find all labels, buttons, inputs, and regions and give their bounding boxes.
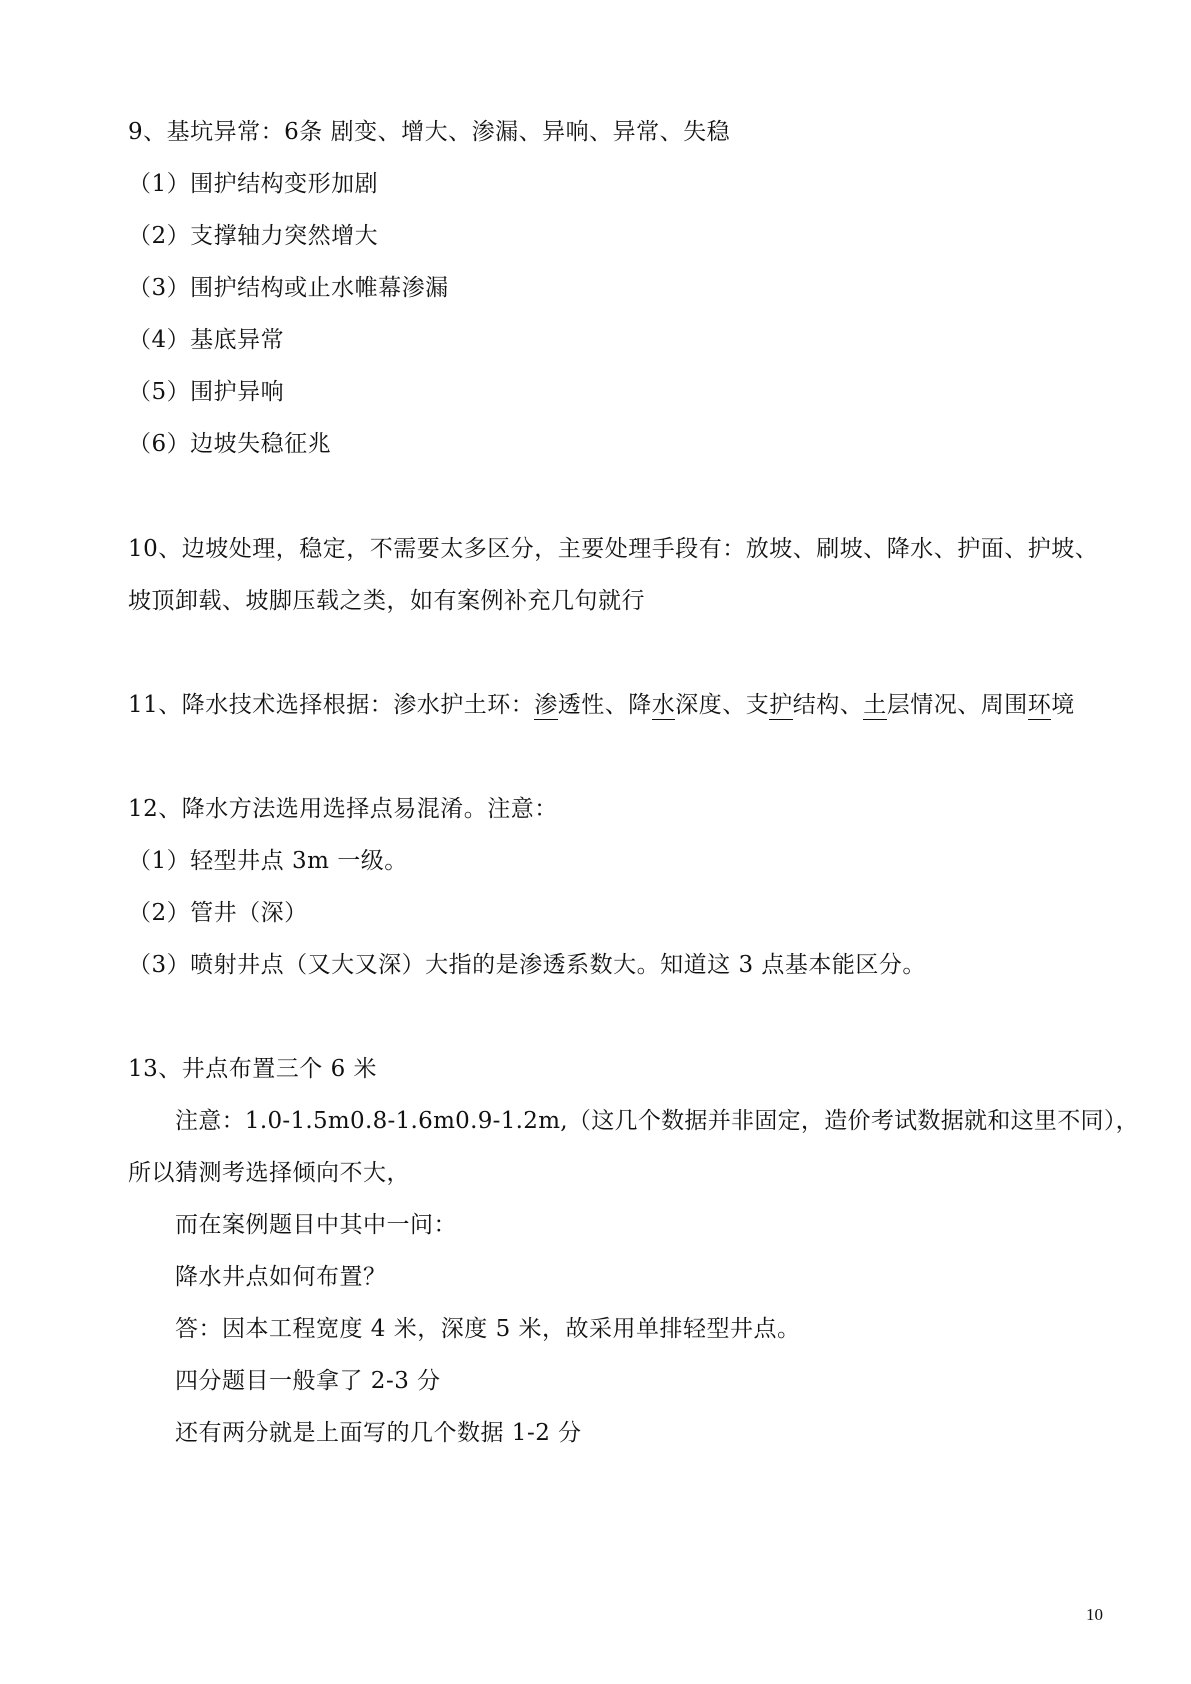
section-12-item-2: （2）管井（深） (128, 900, 308, 926)
section-9-item-4: （4）基底异常 (128, 327, 285, 353)
section-9-heading: 9、基坑异常：6条 剧变、增大、渗漏、异响、异常、失稳 (128, 119, 731, 145)
section-9-item-3: （3）围护结构或止水帷幕渗漏 (128, 275, 449, 301)
underlined-keyword: 护 (769, 692, 793, 718)
section-9-item-2: （2）支撑轴力突然增大 (128, 223, 379, 249)
section-13-line-5: 还有两分就是上面写的几个数据 1-2 分 (175, 1420, 582, 1446)
section-10-line-1: 10、边坡处理，稳定，不需要太多区分，主要处理手段有：放坡、刷坡、降水、护面、护坡、 (128, 536, 1099, 562)
section-13-note-line-1: 注意：1.0-1.5m0.8-1.6m0.9-1.2m,（这几个数据并非固定，造价考试数据就和这里不同）， (175, 1108, 1139, 1134)
section-12-item-1: （1）轻型井点 3m 一级。 (128, 848, 408, 874)
underlined-keyword: 渗 (534, 692, 558, 718)
section-10-line-2: 坡顶卸载、坡脚压载之类，如有案例补充几句就行 (128, 588, 645, 614)
section-11-prefix: 11、降水技术选择根据：渗水护土环： (128, 692, 535, 718)
page-number: 10 (1086, 1605, 1103, 1624)
section-11-text: 结构、 (792, 692, 864, 718)
section-11-text: 境 (1051, 692, 1075, 718)
section-13-line-4: 四分题目一般拿了 2-3 分 (175, 1368, 441, 1394)
section-11-text: 层情况、周围 (886, 692, 1028, 718)
section-9-item-6: （6）边坡失稳征兆 (128, 431, 332, 457)
section-11-text: 透性、降 (557, 692, 652, 718)
section-11-text: 深度、支 (675, 692, 770, 718)
underlined-keyword: 土 (863, 692, 887, 718)
underlined-keyword: 水 (651, 692, 676, 718)
underlined-keyword: 环 (1027, 692, 1052, 718)
section-13-note-line-2: 所以猜测考选择倾向不大， (128, 1160, 410, 1186)
section-13-heading: 13、井点布置三个 6 米 (128, 1056, 378, 1082)
section-12-heading: 12、降水方法选用选择点易混淆。注意： (128, 796, 558, 822)
section-11-line (128, 690, 1075, 720)
section-9-item-5: （5）围护异响 (128, 379, 285, 405)
section-13-line-2: 降水井点如何布置？ (175, 1264, 387, 1290)
section-13-line-3: 答：因本工程宽度 4 米，深度 5 米，故采用单排轻型井点。 (175, 1316, 801, 1342)
section-9-item-1: （1）围护结构变形加剧 (128, 171, 379, 197)
section-12-item-3: （3）喷射井点（又大又深）大指的是渗透系数大。知道这 3 点基本能区分。 (128, 952, 926, 978)
section-13-line-1: 而在案例题目中其中一问： (175, 1212, 457, 1238)
